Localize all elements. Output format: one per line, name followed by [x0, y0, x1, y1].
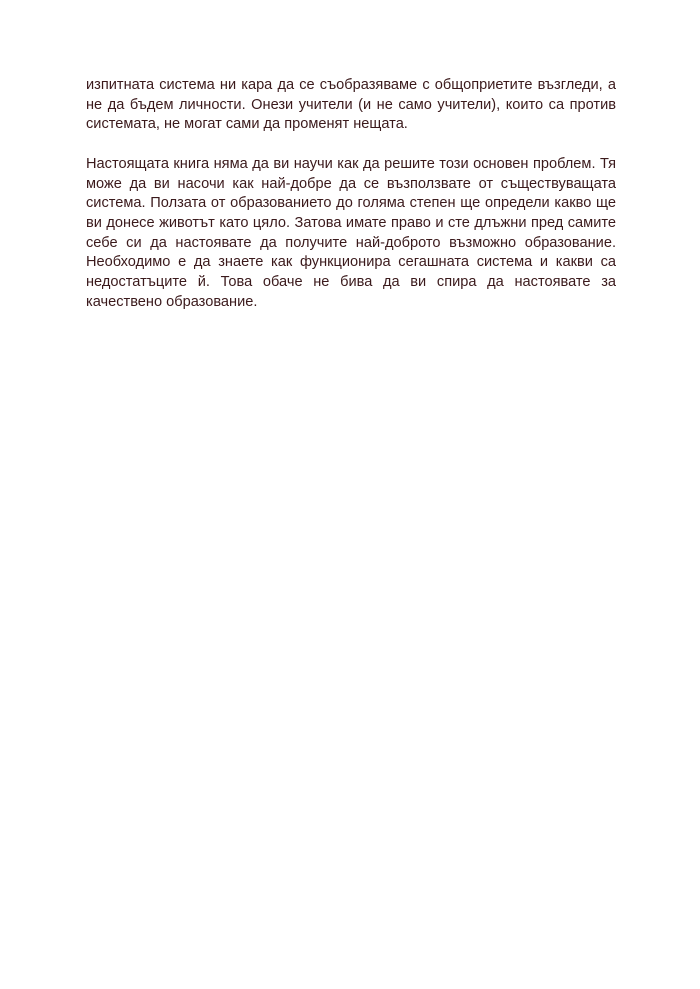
paragraph-2: Настоящата книга няма да ви научи как да решите този основен проблем. Тя може да ви насочи как най-добре да се възползвате от съществуващата система. Ползата от образованието до голяма степен ще определи какво ще ви донесе животът като цяло. Затова имате право и сте длъжни пред самите себе си да настоявате да получите най-доброто възможно образование. Необходимо е да знаете как функционира сегашната система и какви са недостатъците й. Това обаче не бива да ви спира да настоявате за качествено образование. [86, 155, 616, 310]
body-text [86, 76, 616, 312]
paragraph-1: изпитната система ни кара да се съобразяваме с общоприетите възгледи, а не да бъдем личности. Онези учители (и не само учители), които са против системата, не могат сами да променят нещата. [86, 77, 616, 133]
